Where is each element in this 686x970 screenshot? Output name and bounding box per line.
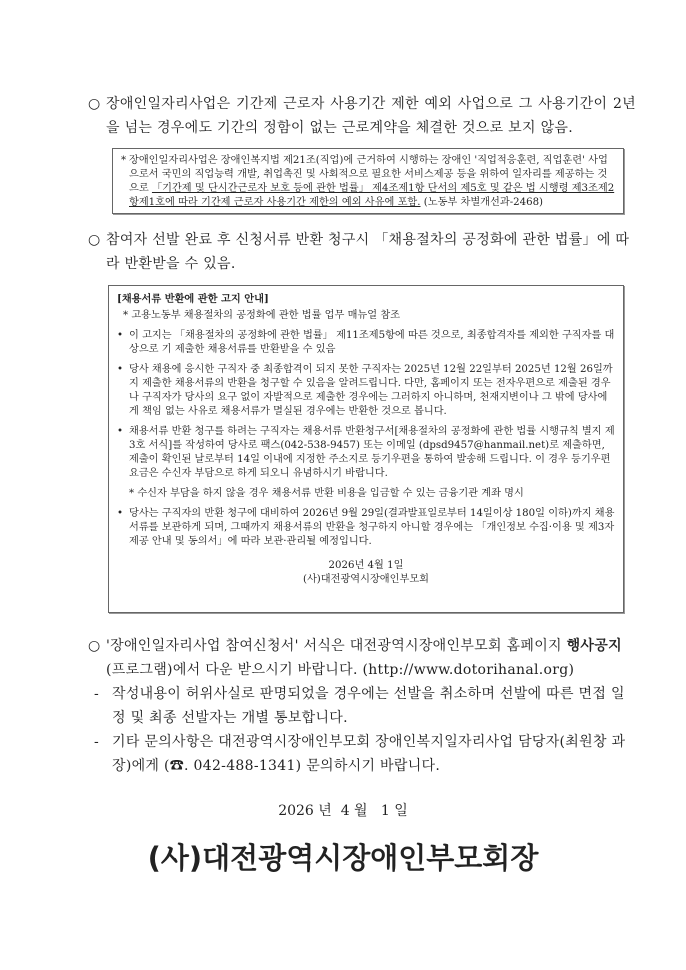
notice-item bbox=[117, 425, 615, 481]
dash-item-text: 기타 문의사항은 대전광역시장애인부모회 장애인복지일자리사업 담당자(최원창 과장)에게 (☎. 042-488-1341) 문의하시기 바랍니다. bbox=[112, 734, 626, 774]
notice-sub-note: * 수신자 부담을 하지 않을 경우 채용서류 반환 비용을 입금할 수 있는 금융기관 계좌 명시 bbox=[129, 488, 524, 499]
notice-reference: * 고용노동부 채용절차의 공정화에 관한 법률 업무 매뉴얼 참조 bbox=[123, 310, 401, 321]
section-2-text: 참여자 선발 완료 후 신청서류 반환 청구시 「채용절차의 공정화에 관한 법률」에 따라 반환받을 수 있음. bbox=[106, 232, 630, 272]
section-3-text-before: '장애인일자리사업 참여신청서' 서식은 대전광역시장애인부모회 홈페이지 bbox=[106, 638, 562, 654]
section-2 bbox=[88, 228, 636, 276]
legal-note-plain: 장애인일자리사업은 장애인복지법 제21조(직업)에 근거하여 시행하는 장애인 '직업적응훈련, 직업훈련' 사업으로서 국민의 직업능력 개발, 취업촉진 및 사회적으로 필요한 서비스제공 등을 위하여 일자리를 제공하는 것으로 bbox=[129, 155, 608, 194]
notice-item bbox=[117, 363, 615, 419]
dash-mark: - bbox=[94, 734, 100, 750]
notice-item-text: 당사는 구직자의 반환 청구에 대비하여 2026년 9월 29일(결과발표일로부터 14일이상 180일 이하)까지 채용서류를 보관하게 되며, 그때까지 채용서류의 반환을 청구하지 아니할 경우에는 「개인정보 수집·이용 및 제3자 제공 안내 및 동의서」에 따라 보관·관리될 예정입니다. bbox=[129, 508, 615, 547]
bullet-dot-icon: • bbox=[117, 364, 124, 375]
bullet-dot-icon: • bbox=[117, 426, 124, 437]
notice-item-text: 이 고지는 「채용절차의 공정화에 관한 법률」 제11조제5항에 따른 것으로, 최종합격자를 제외한 구직자를 대상으로 기 제출한 채용서류를 반환받을 수 있음 bbox=[129, 330, 615, 355]
legal-note-source: (노동부 차별개선과-2468) bbox=[423, 197, 544, 208]
dash-item bbox=[88, 682, 636, 730]
notice-item bbox=[117, 329, 615, 357]
section-3-text-bold: 행사공지 bbox=[566, 638, 622, 654]
bullet-circle: ○ bbox=[88, 232, 101, 248]
section-1 bbox=[88, 92, 636, 140]
legal-note-underlined: 「기간제 및 단시간근로자 보호 등에 관한 법률」 제4조제1항 단서의 제5호 및 같은 법 시행령 제3조제2항제1호에 따라 기간제 근로자 사용기간 제한의 예외 사유에 포함. bbox=[129, 183, 615, 208]
notice-title: [채용서류 반환에 관한 고지 안내] bbox=[117, 293, 269, 305]
section-1-text: 장애인일자리사업은 기간제 근로자 사용기간 제한 예외 사업으로 그 사용기간이 2년을 넘는 경우에도 기간의 정함이 없는 근로계약을 체결한 것으로 보지 않음. bbox=[106, 96, 636, 136]
section-3 bbox=[88, 634, 636, 778]
notice-org: (사)대전광역시장애인부모회 bbox=[302, 574, 430, 585]
footer-date: 2026 년 4 월 1 일 bbox=[278, 803, 408, 819]
section-3-text bbox=[106, 634, 636, 682]
notice-date: 2026년 4월 1일 bbox=[328, 560, 404, 571]
signature-org-president: (사)대전광역시장애인부모회장 bbox=[147, 841, 539, 875]
dash-item bbox=[88, 730, 636, 778]
bullet-dot-icon: • bbox=[117, 508, 124, 519]
bullet-circle: ○ bbox=[88, 638, 101, 654]
dash-mark: - bbox=[94, 686, 100, 702]
asterisk-mark: * bbox=[121, 155, 127, 166]
notice-item-text: 당사 채용에 응시한 구직자 중 최종합격이 되지 못한 구직자는 2025년 12월 22일부터 2025년 12월 26일까지 제출한 채용서류의 반환을 청구할 수 있음을 알려드립니다. 다만, 홈페이지 또는 전자우편으로 제출된 경우나 구직자가 당사의 요구 없이 자발적으로 제출한 경우에는 그러하지 아니하며, 천재지변이나 그 밖에 당사에게 책임 없는 사유로 채용서류가 멸실된 경우에는 반환한 것으로 봅니다. bbox=[129, 364, 613, 417]
bullet-circle: ○ bbox=[88, 96, 101, 112]
legal-note-text bbox=[129, 154, 617, 210]
notice-item bbox=[117, 507, 615, 549]
section-3-text-after: (프로그램)에서 다운 받으시기 바랍니다. (http://www.dotorihanal.org) bbox=[106, 662, 575, 678]
bullet-dot-icon: • bbox=[117, 330, 124, 341]
document-return-notice-box bbox=[108, 285, 624, 613]
dash-item-text: 작성내용이 허위사실로 판명되었을 경우에는 선발을 취소하며 선발에 따른 면접 일정 및 최종 선발자는 개별 통보합니다. bbox=[112, 686, 625, 726]
notice-item-text: 채용서류 반환 청구를 하려는 구직자는 채용서류 반환청구서[채용절차의 공정화에 관한 법률 시행규칙 별지 제3호 서식]를 작성하여 당사로 팩스(042-538-9457) 또는 이메일 (dpsd9457@hanmail.net)로 제출하면, 제출이 확인된 날로부터 14일 이내에 지정한 주소지로 등기우편을 통하여 발송해 드립니다. 이 경우 등기우편요금은 수신자 부담으로 하게 되오니 유념하시기 바랍니다. bbox=[129, 426, 615, 479]
legal-note-box bbox=[112, 148, 624, 214]
